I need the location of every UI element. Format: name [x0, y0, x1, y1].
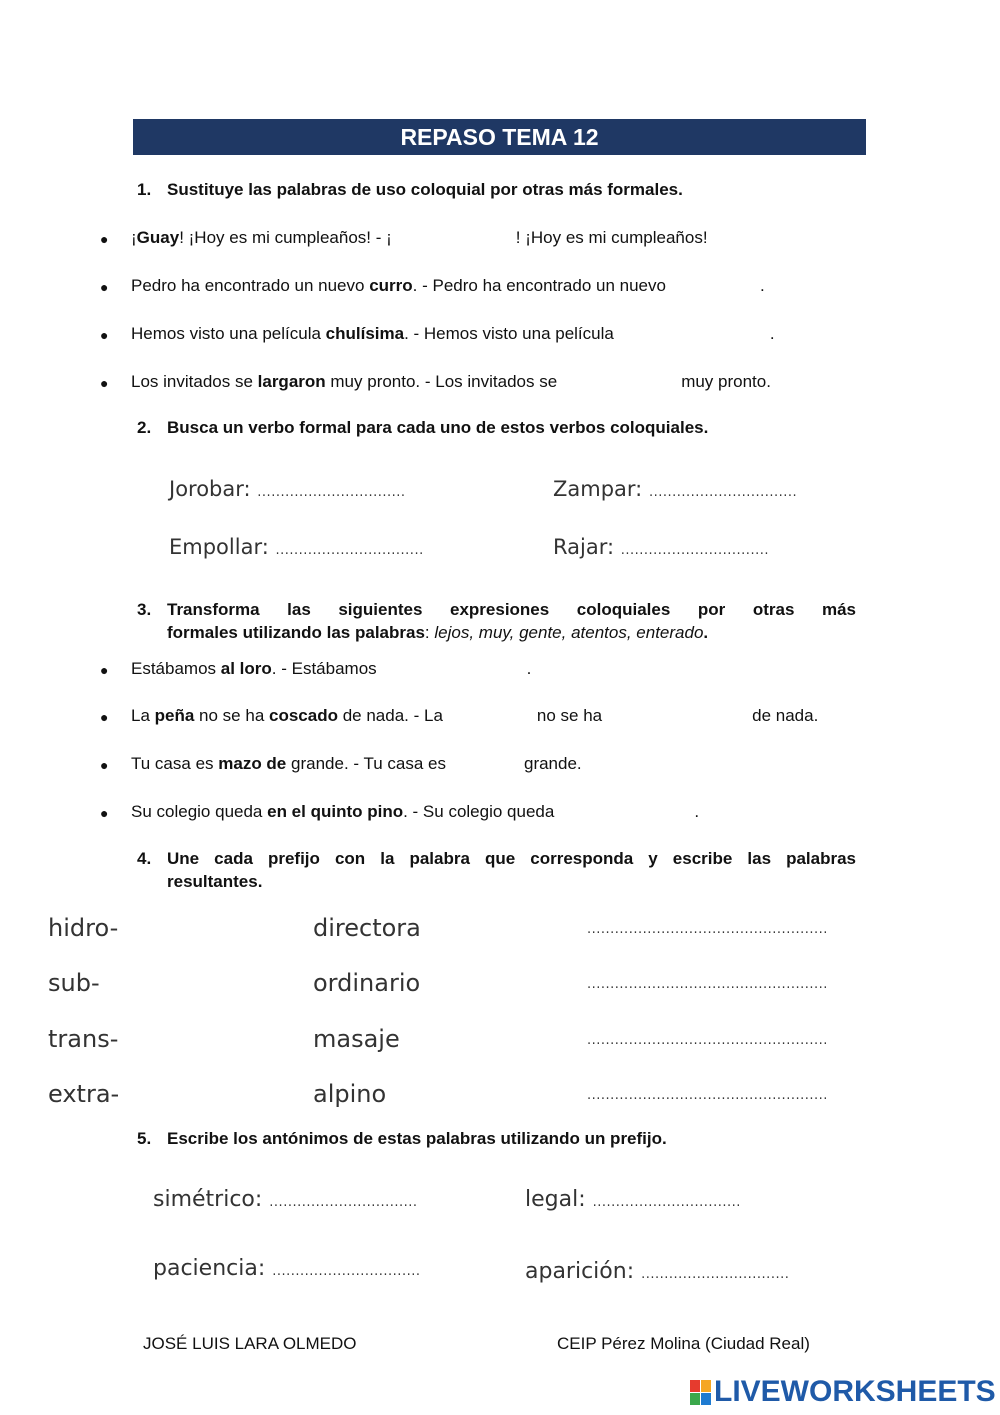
question-text-line2: resultantes. [167, 872, 263, 891]
colloquial-word: largaron [257, 372, 326, 391]
text: . - Estábamos [271, 659, 377, 678]
antonym-paciencia [153, 1256, 420, 1281]
text: ! ¡Hoy es mi cumpleaños! - ¡ [179, 228, 392, 247]
q3-item-1 [131, 659, 531, 679]
question-3-heading [0, 600, 1000, 648]
text: Tu casa es [131, 754, 219, 773]
antonym-legal [525, 1187, 741, 1212]
text: Los invitados se [131, 372, 258, 391]
question-number: 1. [137, 180, 152, 199]
text: ! ¡Hoy es mi cumpleaños! [515, 228, 708, 247]
question-number: 2. [137, 418, 152, 437]
prefix-extra: extra- [48, 1080, 120, 1108]
question-number: 3. [137, 600, 152, 619]
question-1-heading [0, 180, 1000, 202]
colloquial-word: mazo de [218, 754, 287, 773]
text: grande. [523, 754, 582, 773]
text: de nada. [752, 706, 819, 725]
question-text: Sustituye las palabras de uso coloquial por otras más formales. [167, 180, 683, 199]
text: : [424, 623, 435, 642]
question-text-line2 [167, 623, 708, 643]
bullet: ● [100, 327, 109, 343]
bullet: ● [100, 662, 109, 678]
colloquial-word: en el quinto pino [267, 802, 404, 821]
text: formales utilizando las palabras [167, 623, 425, 642]
word: Rajar: [553, 535, 615, 559]
question-text: Escribe los antónimos de estas palabras utilizando un prefijo. [167, 1129, 667, 1148]
word: simétrico: [153, 1187, 263, 1212]
verb-jorobar [169, 477, 406, 501]
prefix-hidro: hidro- [48, 914, 119, 942]
answer-dots[interactable]: ................................ [257, 485, 406, 500]
text: . - Su colegio queda [403, 802, 555, 821]
answer-dots[interactable]: .................................................... [587, 922, 828, 937]
question-text: Une cada prefijo con la palabra que corresponda y escribe las palabras [167, 849, 856, 868]
footer-school: CEIP Pérez Molina (Ciudad Real) [557, 1334, 810, 1353]
word: aparición: [525, 1259, 635, 1284]
word: paciencia: [153, 1256, 266, 1281]
text: no se ha [194, 706, 269, 725]
text: Pedro ha encontrado un nuevo [131, 276, 370, 295]
text: . [759, 276, 765, 295]
colloquial-word: peña [154, 706, 195, 725]
text: muy pronto. - Los invitados se [325, 372, 558, 391]
verb-empollar [169, 535, 424, 559]
bullet: ● [100, 709, 109, 725]
word-masaje: masaje [313, 1025, 400, 1053]
word: Empollar: [169, 535, 269, 559]
prefix-trans: trans- [48, 1025, 119, 1053]
question-2-heading [0, 418, 1000, 440]
text: ¡ [131, 228, 137, 247]
text: grande. - Tu casa es [286, 754, 446, 773]
word-directora: directora [313, 914, 421, 942]
text: La [131, 706, 155, 725]
text: . - Pedro ha encontrado un nuevo [412, 276, 666, 295]
antonym-aparicion [525, 1259, 789, 1284]
word-alpino: alpino [313, 1080, 387, 1108]
q3-item-3 [131, 754, 582, 774]
question-text: Transforma las siguientes expresiones coloquiales por otras más [167, 600, 856, 619]
prefix-sub: sub- [48, 969, 100, 997]
bullet: ● [100, 279, 109, 295]
answer-dots[interactable]: ................................ [592, 1195, 741, 1210]
bullet: ● [100, 231, 109, 247]
text: . [526, 659, 532, 678]
word-ordinario: ordinario [313, 969, 421, 997]
text: . [703, 623, 709, 642]
liveworksheets-logo[interactable] [690, 1375, 996, 1412]
word: Jorobar: [169, 477, 251, 501]
text: . - Hemos visto una película [404, 324, 614, 343]
word: Zampar: [553, 477, 643, 501]
antonym-simetrico [153, 1187, 418, 1212]
q1-item-3 [131, 324, 775, 344]
q3-item-4 [131, 802, 699, 822]
text: no se ha [536, 706, 603, 725]
answer-dots[interactable]: ................................ [620, 543, 769, 558]
answer-dots[interactable]: ................................ [648, 485, 798, 500]
colloquial-word: al loro [220, 659, 272, 678]
text: de nada. - La [337, 706, 443, 725]
footer-author: JOSÉ LUIS LARA OLMEDO [143, 1334, 357, 1353]
colloquial-word: coscado [269, 706, 338, 725]
text: Su colegio queda [131, 802, 268, 821]
q1-item-2 [131, 276, 765, 296]
word-list: lejos, muy, gente, atentos, enterado [434, 623, 704, 642]
colloquial-word: curro [369, 276, 413, 295]
question-number: 5. [137, 1129, 152, 1148]
bullet: ● [100, 805, 109, 821]
word: legal: [525, 1187, 586, 1212]
text: . [769, 324, 775, 343]
q1-item-1 [131, 228, 708, 248]
text: Estábamos [131, 659, 221, 678]
verb-rajar [553, 535, 769, 559]
answer-dots[interactable]: ................................ [275, 543, 424, 558]
bullet: ● [100, 375, 109, 391]
answer-dots[interactable]: .................................................... [587, 1033, 828, 1048]
question-number: 4. [137, 849, 152, 868]
answer-dots[interactable]: ................................ [272, 1264, 421, 1279]
answer-dots[interactable]: .................................................... [587, 977, 828, 992]
q3-item-2 [131, 706, 818, 726]
question-4-heading [0, 849, 1000, 897]
liveworksheets-text: LIVEWORKSHEETS [714, 1375, 996, 1408]
question-5-heading [0, 1129, 1000, 1151]
q1-item-4 [131, 372, 771, 392]
verb-zampar [553, 477, 797, 501]
question-text: Busca un verbo formal para cada uno de estos verbos coloquiales. [167, 418, 709, 437]
liveworksheets-mark-icon [690, 1380, 712, 1406]
answer-dots[interactable]: .................................................... [587, 1088, 828, 1103]
colloquial-word: Guay [136, 228, 180, 247]
text: muy pronto. [681, 372, 771, 391]
answer-dots[interactable]: ................................ [641, 1267, 790, 1282]
bullet: ● [100, 757, 109, 773]
text: Hemos visto una película [131, 324, 326, 343]
page-title: REPASO TEMA 12 [133, 119, 866, 155]
text: . [694, 802, 700, 821]
answer-dots[interactable]: ................................ [269, 1195, 418, 1210]
colloquial-word: chulísima [325, 324, 405, 343]
